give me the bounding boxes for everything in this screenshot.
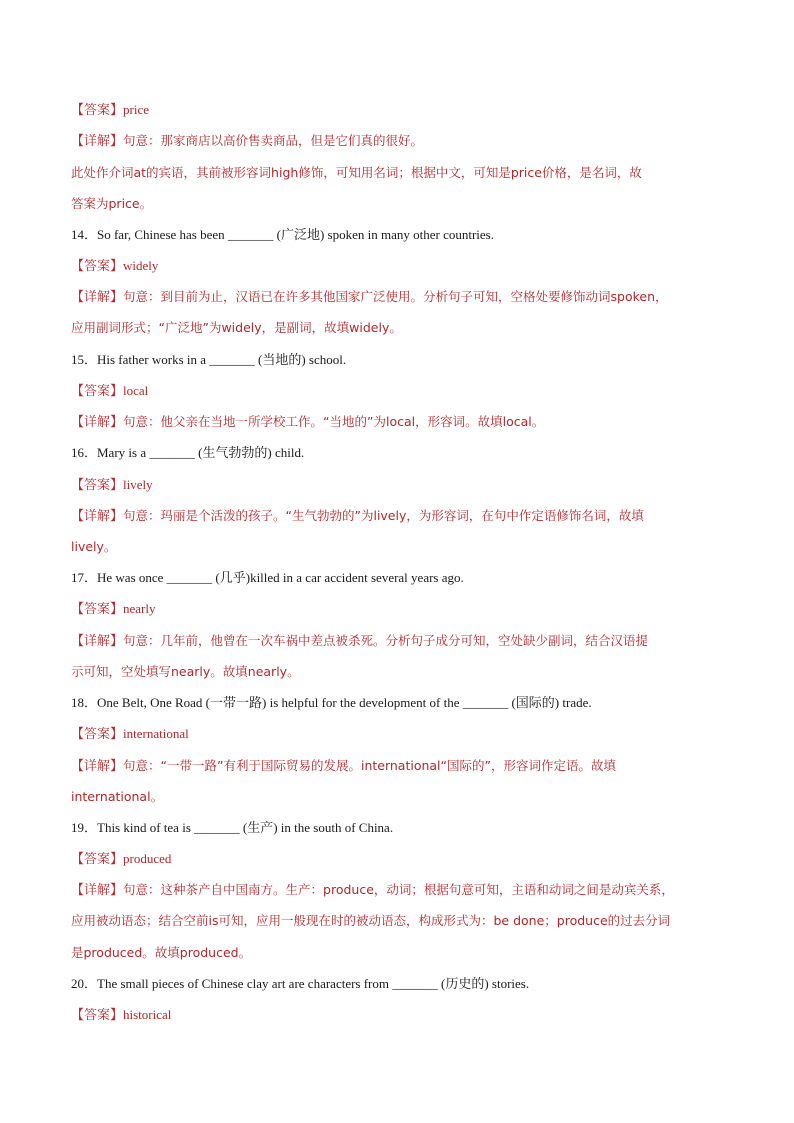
answer-value: price [123,102,149,117]
note-text: 此处作介词at的宾语，其前被形容词high修饰，可知用名词；根据中文，可知是price价格，是名词，故 [71,165,642,180]
detail-text: 句意：他父亲在当地一所学校工作。“当地的”为local，形容词。故填local。 [123,414,545,429]
answer-line [71,257,734,276]
answer-line [71,101,734,120]
answer-label: 【答案】 [71,727,124,742]
detail-text: 句意：“一带一路”有利于国际贸易的发展。international“国际的”，形容词作定语。故填 [123,758,616,773]
detail-label: 【详解】 [71,634,124,649]
question-18: 18．One Belt, One Road (一带一路) is helpful for the development of the _______ (国际的) trade. [71,695,592,710]
detail-label: 【详解】 [71,134,124,149]
answer-value: local [123,383,149,398]
detail-text: 示可知，空处填写nearly。故填nearly。 [71,664,300,679]
detail-line [71,288,734,307]
answer-label: 【答案】 [71,852,124,867]
detail-line [71,757,734,776]
question-16: 16．Mary is a _______ (生气勃勃的) child. [71,445,305,460]
answer-label: 【答案】 [71,103,124,118]
answer-label: 【答案】 [71,1008,124,1023]
question-14: 14．So far, Chinese has been _______ (广泛地) spoken in many other countries. [71,227,494,242]
detail-text: 句意：玛丽是个活泼的孩子。“生气勃勃的”为lively，为形容词，在句中作定语修饰名词，故填 [123,508,644,523]
question-19: 19．This kind of tea is _______ (生产) in the south of China. [71,820,394,835]
answer-label: 【答案】 [71,602,124,617]
detail-text: lively。 [71,539,117,554]
question-17: 17．He was once _______ (几乎)killed in a car accident several years ago. [71,570,464,585]
answer-line [71,476,734,495]
note-text: 答案为price。 [71,196,153,211]
detail-text: 应用副词形式；“广泛地”为widely，是副词，故填widely。 [71,320,402,335]
answer-value: produced [123,851,172,866]
answer-line [71,725,734,744]
question-20: 20．The small pieces of Chinese clay art are characters from _______ (历史的) stories. [71,976,530,991]
detail-text: international。 [71,789,164,804]
detail-text: 应用被动语态；结合空前is可知，应用一般现在时的被动语态，构成形式为：be done；produce的过去分词 [71,913,671,928]
detail-label: 【详解】 [71,415,124,430]
answer-value: widely [123,258,159,273]
answer-line [71,600,734,619]
detail-line [71,881,734,900]
detail-text: 句意：到目前为止，汉语已在许多其他国家广泛使用。分析句子可知，空格处要修饰动词spoken， [123,289,668,304]
detail-line [71,132,734,151]
answer-label: 【答案】 [71,259,124,274]
detail-line [71,413,734,432]
answer-label: 【答案】 [71,384,124,399]
detail-text: 句意：那家商店以高价售卖商品，但是它们真的很好。 [123,133,424,148]
answer-line [71,1006,734,1025]
detail-text: 句意：几年前，他曾在一次车祸中差点被杀死。分析句子成分可知，空处缺少副词，结合汉语提 [123,633,649,648]
detail-label: 【详解】 [71,883,124,898]
detail-text: 句意：这种茶产自中国南方。生产：produce，动词；根据句意可知，主语和动词之间是动宾关系， [123,882,674,897]
answer-value: nearly [123,601,156,616]
answer-line [71,850,734,869]
detail-line [71,507,734,526]
detail-text: 是produced。故填produced。 [71,945,252,960]
question-15: 15．His father works in a _______ (当地的) school. [71,352,347,367]
answer-value: historical [123,1007,172,1022]
answer-label: 【答案】 [71,478,124,493]
detail-label: 【详解】 [71,290,124,305]
answer-value: international [123,726,189,741]
detail-label: 【详解】 [71,759,124,774]
answer-value: lively [123,477,153,492]
detail-line [71,632,734,651]
answer-line [71,382,734,401]
detail-label: 【详解】 [71,509,124,524]
